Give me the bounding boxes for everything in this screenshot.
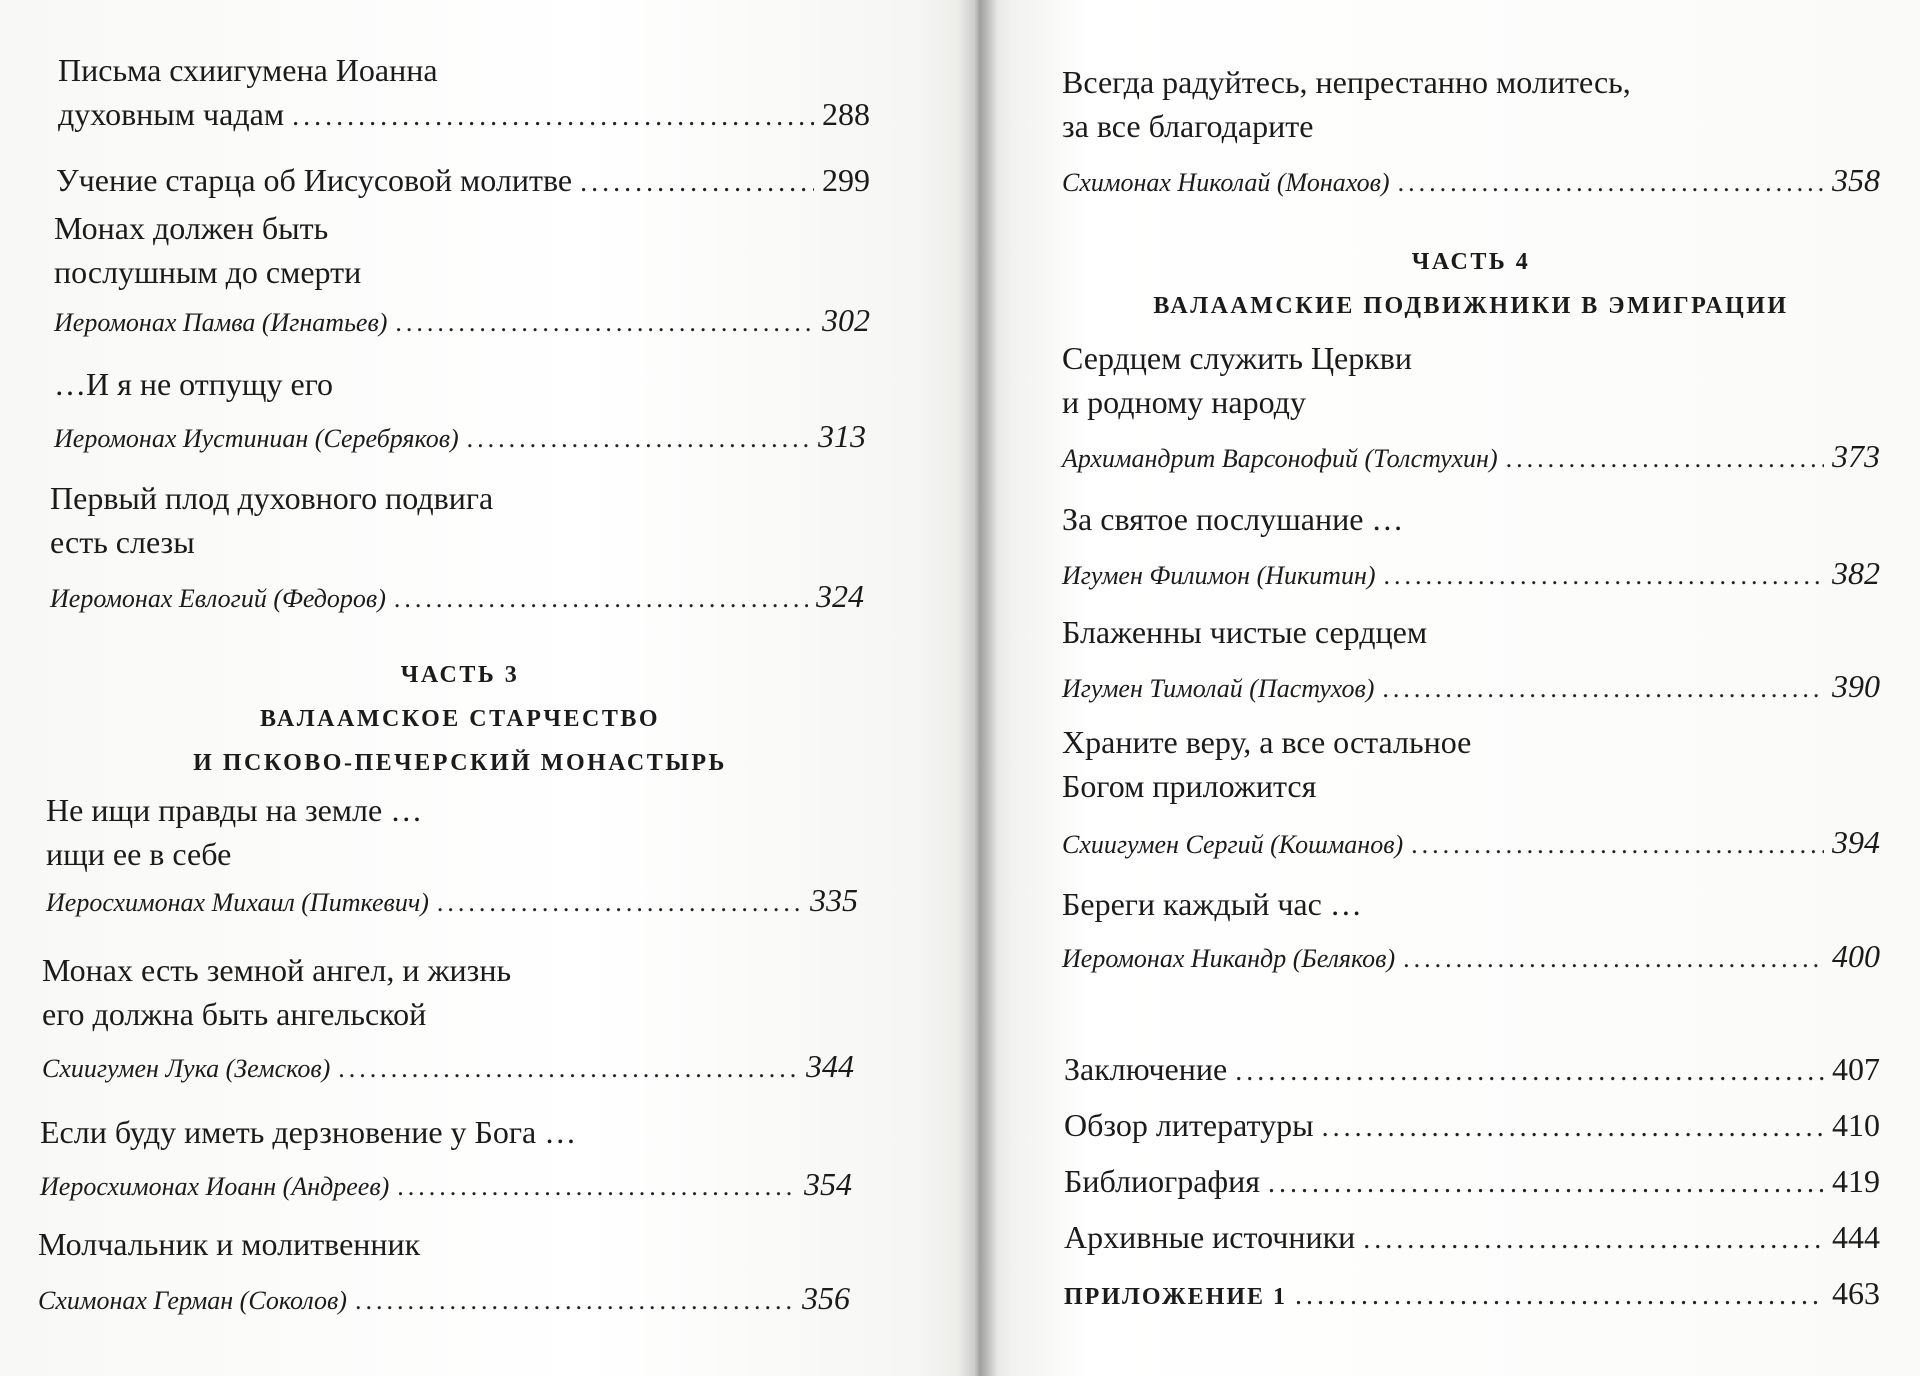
toc-author-row [1062,936,1880,979]
page-number: 354 [804,1166,852,1202]
page-number: 382 [1832,555,1880,591]
part-title: И ПСКОВО-ПЕЧЕРСКИЙ МОНАСТЫРЬ [193,750,727,776]
dot-leader [1295,1274,1824,1318]
toc-author-row [40,1164,852,1207]
toc-author-row [1062,160,1880,203]
toc-title: Монах есть земной ангел, и жизнь [42,952,512,988]
page-number: 410 [1832,1107,1880,1143]
toc-entry [54,362,866,459]
toc-title: Не ищи правды на земле … [46,792,423,828]
page-number: 356 [802,1280,850,1316]
toc-title: За святое послушание … [1062,501,1404,537]
toc-entry [46,788,858,923]
toc-title-row [1064,1047,1880,1103]
toc-author-row [38,1278,850,1321]
page-number: 419 [1832,1163,1880,1199]
toc-title: за все благодарите [1062,108,1314,144]
toc-title: Первый плод духовного подвига [50,480,494,516]
toc-title: Архивные источники [1064,1219,1356,1255]
toc-entry [1062,497,1880,596]
page-number: 344 [806,1048,854,1084]
page-number: 313 [818,418,866,454]
toc-title: Монах должен быть [54,210,329,246]
dot-leader [1403,939,1824,979]
toc-author: Схимонах Николай (Монахов) [1062,168,1390,197]
toc-title-row [56,158,870,205]
part-label: ЧАСТЬ 3 [400,662,520,688]
page-number: 302 [822,302,870,338]
toc-title: Письма схиигумена Иоанна [58,52,438,88]
dot-leader [580,161,814,205]
toc-title: …И я не отпущу его [54,366,334,402]
toc-author-row [1062,436,1880,479]
toc-author: Схиигумен Лука (Земсков) [42,1054,331,1083]
toc-entry [58,48,870,139]
dot-leader [397,1167,796,1207]
dot-leader [467,419,810,459]
toc-author: Иеромонах Никандр (Беляков) [1062,944,1396,973]
dot-leader [355,1281,794,1321]
dot-leader [1506,439,1824,479]
toc-author-row [54,416,866,459]
part-heading [1062,240,1880,328]
toc-title-row [1064,1271,1880,1327]
dot-leader [1411,825,1824,865]
toc-title-row [1064,1159,1880,1215]
page-number: 444 [1832,1219,1880,1255]
toc-author: Игумен Тимолай (Пастухов) [1062,674,1375,703]
toc-author-row [46,880,858,923]
dot-leader [1384,556,1824,596]
toc-entry [1062,60,1880,203]
toc-title: Храните веру, а все остальное [1062,724,1472,760]
toc-title: Обзор литературы [1064,1107,1314,1143]
page-number: 324 [816,578,864,614]
toc-entry [50,476,864,619]
toc-title-row [58,92,870,139]
toc-title: Блаженны чистые сердцем [1062,614,1428,650]
toc-author-row [1062,822,1880,865]
back-matter [1064,1047,1880,1327]
toc-title: Береги каждый час … [1062,886,1362,922]
toc-title: и родному народу [1062,384,1306,420]
toc-author: Иеросхимонах Иоанн (Андреев) [40,1172,390,1201]
toc-author: Иеромонах Иустиниан (Серебряков) [54,424,459,453]
toc-title: его должна быть ангельской [42,996,427,1032]
toc-author-row [50,576,864,619]
page-number: 390 [1832,668,1880,704]
dot-leader [1235,1050,1824,1094]
dot-leader [1268,1162,1824,1206]
toc-title-row [1064,1215,1880,1271]
page-number: 288 [822,96,870,132]
dot-leader [437,883,802,923]
toc-title: ПРИЛОЖЕНИЕ 1 [1064,1284,1288,1310]
toc-entry [38,1222,850,1321]
toc-author: Иеромонах Памва (Игнатьев) [54,308,388,337]
dot-leader [1398,163,1824,203]
toc-entry [1062,720,1880,865]
dot-leader [394,579,808,619]
toc-title: Богом приложится [1062,768,1317,804]
toc-entry [56,158,870,205]
toc-author-row [1062,553,1880,596]
toc-title: Библиография [1064,1163,1260,1199]
page-number: 299 [822,162,870,198]
part-title: ВАЛААМСКОЕ СТАРЧЕСТВО [259,706,661,732]
toc-title: Молчальник и молитвенник [38,1226,421,1262]
dot-leader [1382,669,1824,709]
toc-author-row [42,1046,854,1089]
toc-title: Всегда радуйтесь, непрестанно молитесь, [1062,64,1631,100]
toc-title: Если буду иметь дерзновение у Бога … [40,1114,577,1150]
toc-title: Сердцем служить Церкви [1062,340,1413,376]
dot-leader [338,1049,798,1089]
page-number: 394 [1832,824,1880,860]
toc-author: Иеросхимонах Михаил (Питкевич) [46,888,429,917]
page-number: 335 [810,882,858,918]
page-number: 373 [1832,438,1880,474]
toc-title: духовным чадам [58,96,285,132]
toc-title: Заключение [1064,1051,1228,1087]
page-number: 407 [1832,1051,1880,1087]
toc-entry [42,948,854,1089]
toc-title: есть слезы [50,524,195,560]
part-label: ЧАСТЬ 4 [1411,249,1531,275]
dot-leader [395,303,814,343]
toc-title-row [1064,1103,1880,1159]
part-heading [40,653,880,785]
toc-author: Схиигумен Сергий (Кошманов) [1062,830,1404,859]
toc-author: Иеромонах Евлогий (Федоров) [50,584,386,613]
toc-author: Схимонах Герман (Соколов) [38,1286,347,1315]
page-number: 400 [1832,938,1880,974]
toc-title: ищи ее в себе [46,836,232,872]
toc-entry [40,1110,852,1207]
toc-entry [54,206,870,343]
toc-author-row [1062,666,1880,709]
toc-title: послушным до смерти [54,254,362,290]
page-number: 463 [1832,1275,1880,1311]
toc-entry [1062,882,1880,979]
book-gutter [958,0,998,1376]
dot-leader [1322,1106,1824,1150]
dot-leader [1363,1218,1824,1262]
dot-leader [292,95,814,139]
toc-title: Учение старца об Иисусовой молитве [56,162,573,198]
page-number: 358 [1832,162,1880,198]
toc-entry [1062,336,1880,479]
toc-author-row [54,300,870,343]
toc-entry [1062,610,1880,709]
part-title: ВАЛААМСКИЕ ПОДВИЖНИКИ В ЭМИГРАЦИИ [1153,293,1789,319]
toc-author: Игумен Филимон (Никитин) [1062,561,1376,590]
toc-author: Архимандрит Варсонофий (Толстухин) [1062,444,1498,473]
